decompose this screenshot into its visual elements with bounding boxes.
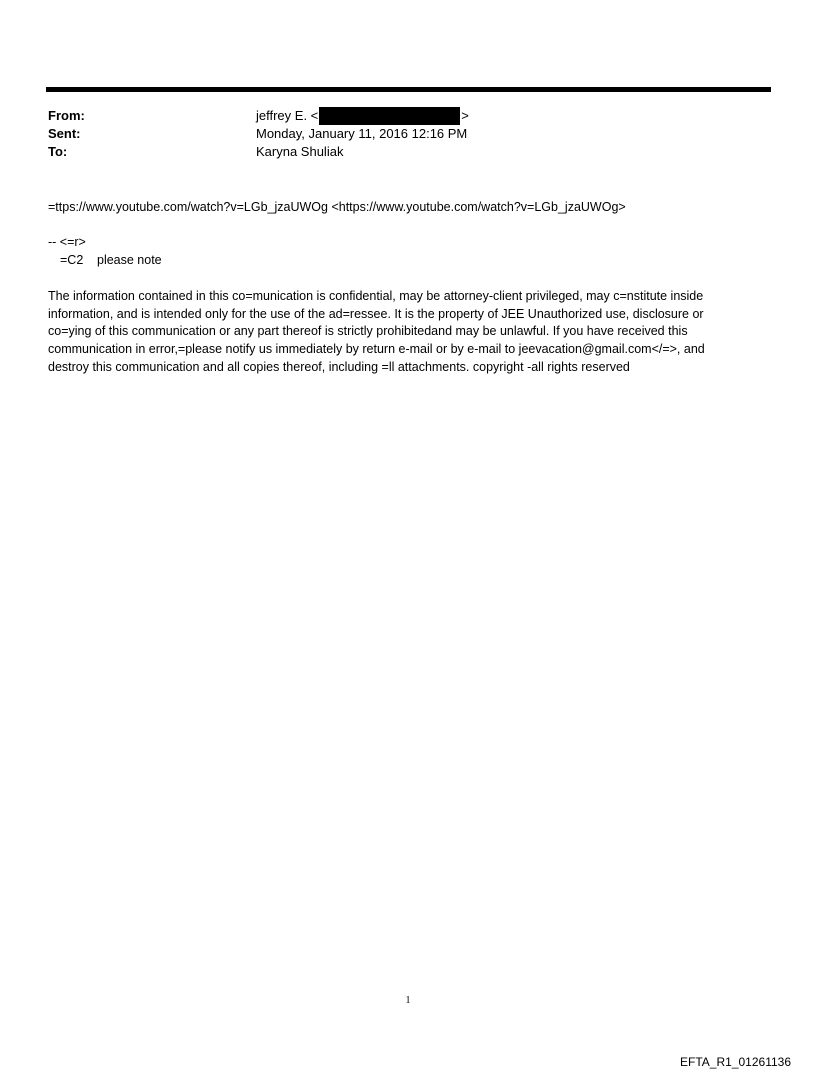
to-label: To: bbox=[48, 144, 68, 159]
redaction-box bbox=[319, 107, 460, 125]
header-divider bbox=[46, 87, 771, 92]
from-name: jeffrey E. < bbox=[256, 108, 319, 123]
signature-dash: -- <=r> bbox=[48, 235, 86, 249]
sent-label: Sent: bbox=[48, 126, 81, 141]
sent-value: Monday, January 11, 2016 12:16 PM bbox=[256, 126, 468, 141]
email-header bbox=[48, 107, 768, 161]
disclaimer-line: destroy this communication and all copies thereof, including =ll attachments. copyright -all rights reserved bbox=[48, 359, 630, 374]
disclaimer-line: The information contained in this co=munication is confidential, may be attorney-client privileged, may c=nstitute inside bbox=[48, 289, 704, 303]
to-value: Karyna Shuliak bbox=[256, 144, 344, 159]
from-value bbox=[256, 107, 469, 125]
sent-row bbox=[48, 125, 768, 143]
disclaimer-line: communication in error,=please notify us immediately by return e-mail or by e-mail to jeevacation@gmail.com</=>, and bbox=[48, 342, 705, 357]
to-row bbox=[48, 143, 768, 161]
signature-code: =C2 bbox=[60, 253, 84, 267]
disclaimer-line: information, and is intended only for the use of the ad=ressee. It is the property of JEE Unauthorized use, disclosure or bbox=[48, 306, 704, 321]
signature-note-text: please note bbox=[97, 253, 162, 267]
document-id: EFTA_R1_01261136 bbox=[680, 1055, 791, 1069]
disclaimer-line: co=ying of this communication or any part thereof is strictly prohibitedand may be unlawful. If you have received this bbox=[48, 324, 688, 339]
from-row bbox=[48, 107, 768, 125]
youtube-link-line[interactable]: =ttps://www.youtube.com/watch?v=LGb_jzaUWOg <https://www.youtube.com/watch?v=LGb_jzaUWOg> bbox=[48, 200, 626, 214]
confidentiality-disclaimer bbox=[48, 288, 776, 377]
from-label: From: bbox=[48, 108, 85, 123]
from-suffix: > bbox=[461, 108, 469, 123]
page-number: 1 bbox=[405, 995, 411, 1006]
signature-note bbox=[48, 252, 788, 270]
